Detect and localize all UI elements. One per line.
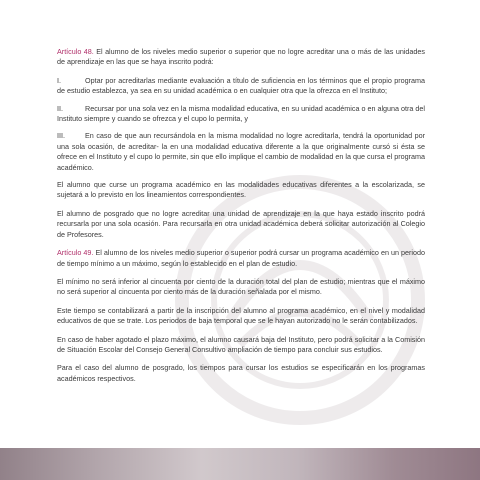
article-49-intro-text: El alumno de los niveles medio superior o superior podrá cursar un programa académico en un periodo de tiempo mínimo a un máximo, según lo establecido en el plan de estudio. (57, 248, 425, 268)
article-49-label: Artículo 49. (57, 248, 94, 258)
article-48-item-1 (57, 76, 425, 97)
article-49-intro (57, 248, 425, 269)
article-48-intro (57, 47, 425, 68)
article-49-paragraph: Este tiempo se contabilizará a partir de la inscripción del alumno al programa académico, en el nivel y modalidad educativos de que se trate. Los periodos de baja temporal que se le hayan autorizado no le serán contabilizados. (57, 305, 425, 326)
item-text: En caso de que aun recursándola en la misma modalidad no logre acreditarla, tendrá la oportunidad por una sola ocasión, de acreditar- la en una modalidad educativa diferente a la que originalmente cursó si ésta se ofrece en el Instituto y el cupo lo permite, sin que ello implique el cambio de modalidad en la que cursa el programa académico. (57, 131, 425, 172)
article-49-paragraph: Para el caso del alumno de posgrado, los tiempos para cursar los estudios se especificarán en los programas académicos respectivos. (57, 363, 425, 383)
article-48-paragraph: El alumno que curse un programa académico en las modalidades educativas diferentes a la escolarizada, se sujetará a lo previsto en los lineamientos correspondientes. (57, 180, 425, 200)
article-48-intro-text: El alumno de los niveles medio superior o superior que no logre acreditar una o más de las unidades de aprendizaje en las que se haya inscrito podrá: (57, 47, 425, 67)
item-text: Recursar por una sola vez en la misma modalidad educativa, en su unidad académica o en alguna otra del Instituto siempre y cuando se ofrezca y el cupo lo permita, y (57, 103, 426, 124)
article-48-item-3 (57, 131, 425, 173)
article-48-paragraph: El alumno de posgrado que no logre acreditar una unidad de aprendizaje en la que haya estado inscrito podrá recursarla por una sola ocasión. Para recursarla en otra unidad académica deberá solicitar autorización al Colegio de Profesores. (57, 208, 425, 239)
article-48-item-2 (57, 104, 425, 125)
footer-decorative-band (0, 448, 480, 480)
item-number: I. (57, 75, 61, 85)
regulation-text (57, 47, 425, 392)
item-text: Optar por acreditarlas mediante evaluación a título de suficiencia en los términos que el propio programa de estudio establezca, ya sea en su unidad académica o en cualquier otra que la ofrezca en el Instituto; (57, 75, 425, 96)
article-48-label: Artículo 48. (57, 47, 94, 56)
article-49-paragraph: El mínimo no será inferior al cincuenta por ciento de la duración total del plan de estudio; mientras que el máximo no será superior al cincuenta por ciento más de la duración señalada por el mismo. (57, 276, 425, 297)
item-number: II. (57, 103, 63, 113)
article-49-paragraph: En caso de haber agotado el plazo máximo, el alumno causará baja del Instituto, pero podrá solicitar a la Comisión de Situación Escolar del Consejo General Consultivo ampliación de tiempo para concluir sus estudios. (57, 334, 425, 354)
item-number: III. (57, 131, 65, 141)
